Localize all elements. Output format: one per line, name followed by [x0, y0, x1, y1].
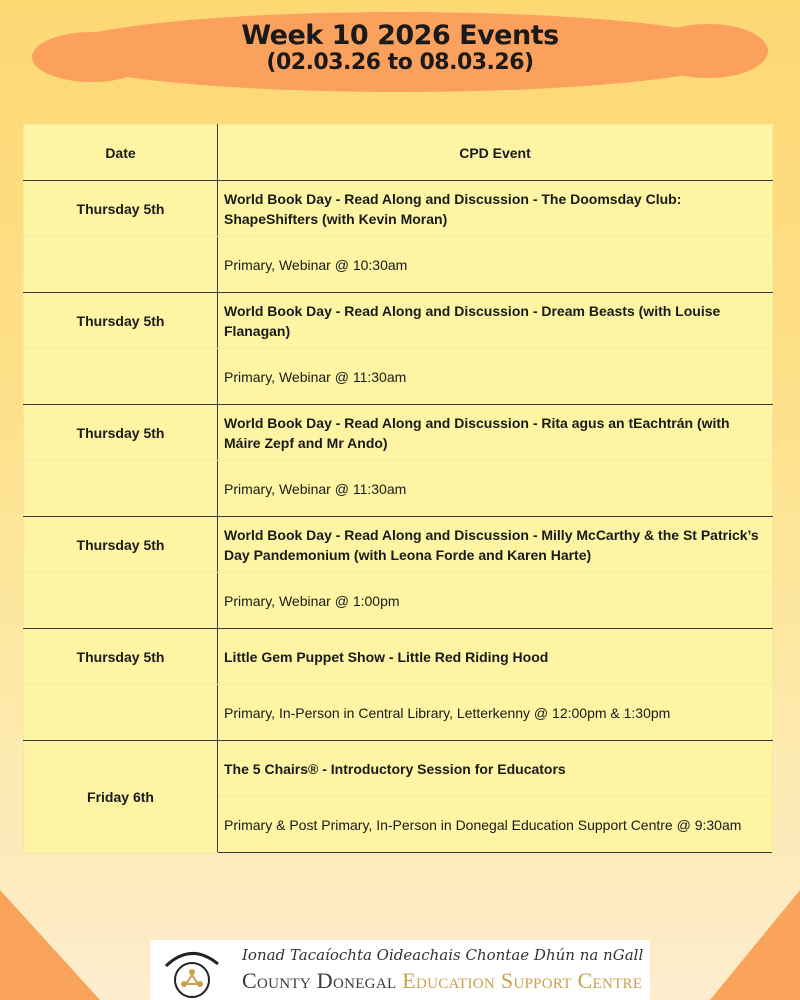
event-detail: Primary, In-Person in Central Library, Letterkenny @ 12:00pm & 1:30pm — [218, 685, 773, 741]
event-title: Little Gem Puppet Show - Little Red Riding Hood — [218, 629, 773, 685]
event-date: Thursday 5th — [24, 181, 218, 237]
event-date: Thursday 5th — [24, 517, 218, 573]
page-title: Week 10 2026 Events — [241, 20, 559, 51]
footer-name-part1: County Donegal — [242, 968, 397, 993]
event-title: World Book Day - Read Along and Discussion - The Doomsday Club: ShapeShifters (with Kevin Moran) — [218, 181, 773, 237]
event-date: Thursday 5th — [24, 629, 218, 685]
event-title: World Book Day - Read Along and Discussion - Rita agus an tEachtrán (with Máire Zepf and Mr Ando) — [218, 405, 773, 461]
event-detail: Primary, Webinar @ 11:30am — [218, 461, 773, 517]
event-detail: Primary, Webinar @ 10:30am — [218, 237, 773, 293]
event-detail: Primary, Webinar @ 11:30am — [218, 349, 773, 405]
table-row — [24, 517, 773, 573]
page-subtitle: (02.03.26 to 08.03.26) — [266, 50, 534, 75]
empty-date-cell — [24, 461, 218, 517]
footer-logo-banner — [150, 940, 650, 1000]
empty-date-cell — [24, 573, 218, 629]
events-table — [23, 124, 773, 853]
education-centre-logo-icon — [162, 946, 220, 1000]
date-column-header: Date — [24, 125, 218, 181]
event-date: Thursday 5th — [24, 405, 218, 461]
table-row — [24, 573, 773, 629]
table-row — [24, 181, 773, 237]
event-date: Friday 6th — [24, 741, 218, 853]
footer-name-part2: Education Support Centre — [402, 968, 643, 993]
empty-date-cell — [24, 237, 218, 293]
decorative-corner-right — [710, 890, 800, 1000]
table-row — [24, 405, 773, 461]
table-row — [24, 349, 773, 405]
footer-irish-name: Ionad Tacaíochta Oideachais Chontae Dhún na nGall — [242, 946, 644, 964]
event-title: World Book Day - Read Along and Discussion - Milly McCarthy & the St Patrick’s Day Pandemonium (with Leona Forde and Karen Harte) — [218, 517, 773, 573]
event-column-header: CPD Event — [218, 125, 773, 181]
table-row — [24, 461, 773, 517]
event-title: World Book Day - Read Along and Discussion - Dream Beasts (with Louise Flanagan) — [218, 293, 773, 349]
table-row — [24, 293, 773, 349]
table-row — [24, 685, 773, 741]
event-detail: Primary & Post Primary, In-Person in Donegal Education Support Centre @ 9:30am — [218, 797, 773, 853]
event-detail: Primary, Webinar @ 1:00pm — [218, 573, 773, 629]
table-row — [24, 629, 773, 685]
decorative-corner-left — [0, 890, 100, 1000]
footer-english-name — [242, 968, 642, 994]
table-row — [24, 741, 773, 797]
event-title: The 5 Chairs® - Introductory Session for Educators — [218, 741, 773, 797]
event-date: Thursday 5th — [24, 293, 218, 349]
empty-date-cell — [24, 685, 218, 741]
table-header-row — [24, 125, 773, 181]
empty-date-cell — [24, 349, 218, 405]
table-row — [24, 237, 773, 293]
